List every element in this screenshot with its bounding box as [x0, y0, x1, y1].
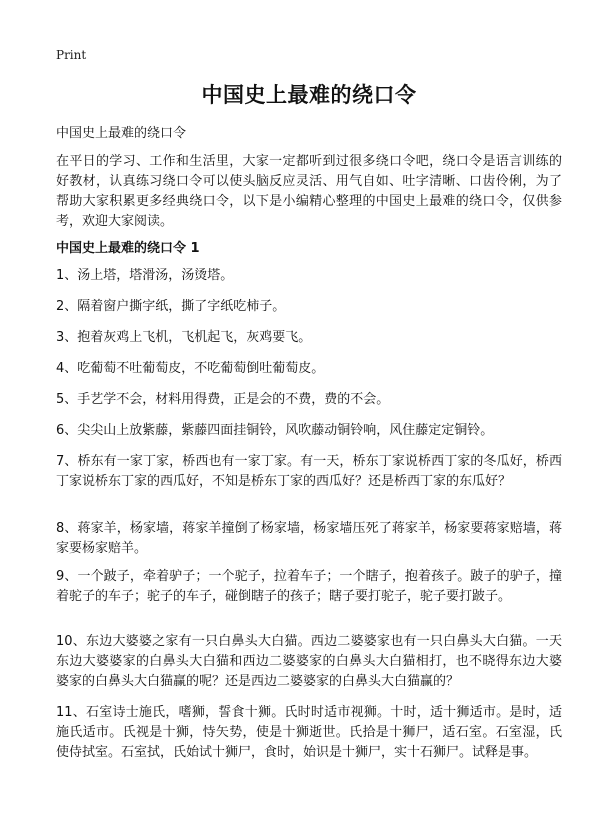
tongue-twister-item-11: 11、石室诗士施氏，嗜狮，誓食十狮。氏时时适市视狮。十时，适十狮适市。是时，适施氏适市。氏视是十狮，恃矢势，使是十狮逝世。氏拾是十狮尸，适石室。石室湿，氏使侍拭室。石室拭，氏始试十狮尸，食时，始识是十狮尸，实十石狮尸。试释是事。	[56, 705, 562, 760]
intro-paragraph: 在平日的学习、工作和生活里，大家一定都听到过很多绕口令吧，绕口令是语言训练的好教材，认真练习绕口令可以使头脑反应灵活、用气自如、吐字清晰、口齿伶俐，为了帮助大家积累更多经典绕口令，以下是小编精心整理的中国史上最难的绕口令，仅供参考，欢迎大家阅读。	[56, 154, 562, 229]
tongue-twister-item-4: 4、吃葡萄不吐葡萄皮，不吃葡萄倒吐葡萄皮。	[56, 361, 325, 376]
tongue-twister-item-7: 7、桥东有一家丁家，桥西也有一家丁家。有一天，桥东丁家说桥西丁家的冬瓜好，桥西丁家说桥东丁家的西瓜好，不知是桥东丁家的西瓜好？还是桥西丁家的东瓜好？	[56, 454, 562, 489]
tongue-twister-item-10: 10、东边大婆婆之家有一只白鼻头大白猫。西边二婆婆家也有一只白鼻头大白猫。一天东边大婆婆家的白鼻头大白猫和西边二婆婆家的白鼻头大白猫相打，也不晓得东边大婆婆家的白鼻头大白猫赢的呢？还是西边二婆婆家的白鼻头大白猫赢的？	[56, 634, 562, 689]
tongue-twister-item-9: 9、一个跛子，牵着驴子；一个驼子，拉着车子；一个瞎子，抱着孩子。跛子的驴子，撞着驼子的车子；驼子的车子，碰倒瞎子的孩子；瞎子要打驼子，驼子要打跛子。	[56, 569, 562, 604]
tongue-twister-item-6: 6、尖尖山上放紫藤，紫藤四面挂铜铃，风吹藤动铜铃响，风住藤定定铜铃。	[56, 423, 494, 438]
tongue-twister-item-2: 2、隔着窗户撕字纸，撕了字纸吃柿子。	[56, 299, 286, 314]
tongue-twister-item-8: 8、蒋家羊，杨家墙，蒋家羊撞倒了杨家墙，杨家墙压死了蒋家羊，杨家要蒋家赔墙，蒋家要杨家赔羊。	[56, 521, 562, 556]
print-link[interactable]: Print	[56, 48, 87, 62]
tongue-twister-item-3: 3、抱着灰鸡上飞机，飞机起飞，灰鸡要飞。	[56, 330, 312, 345]
page-title: 中国史上最难的绕口令	[201, 83, 417, 107]
article-subtitle: 中国史上最难的绕口令	[56, 126, 187, 141]
tongue-twister-item-1: 1、汤上塔，塔滑汤，汤烫塔。	[56, 268, 234, 283]
section-heading: 中国史上最难的绕口令 1	[56, 241, 200, 256]
tongue-twister-item-5: 5、手艺学不会，材料用得费，正是会的不费，费的不会。	[56, 392, 390, 407]
